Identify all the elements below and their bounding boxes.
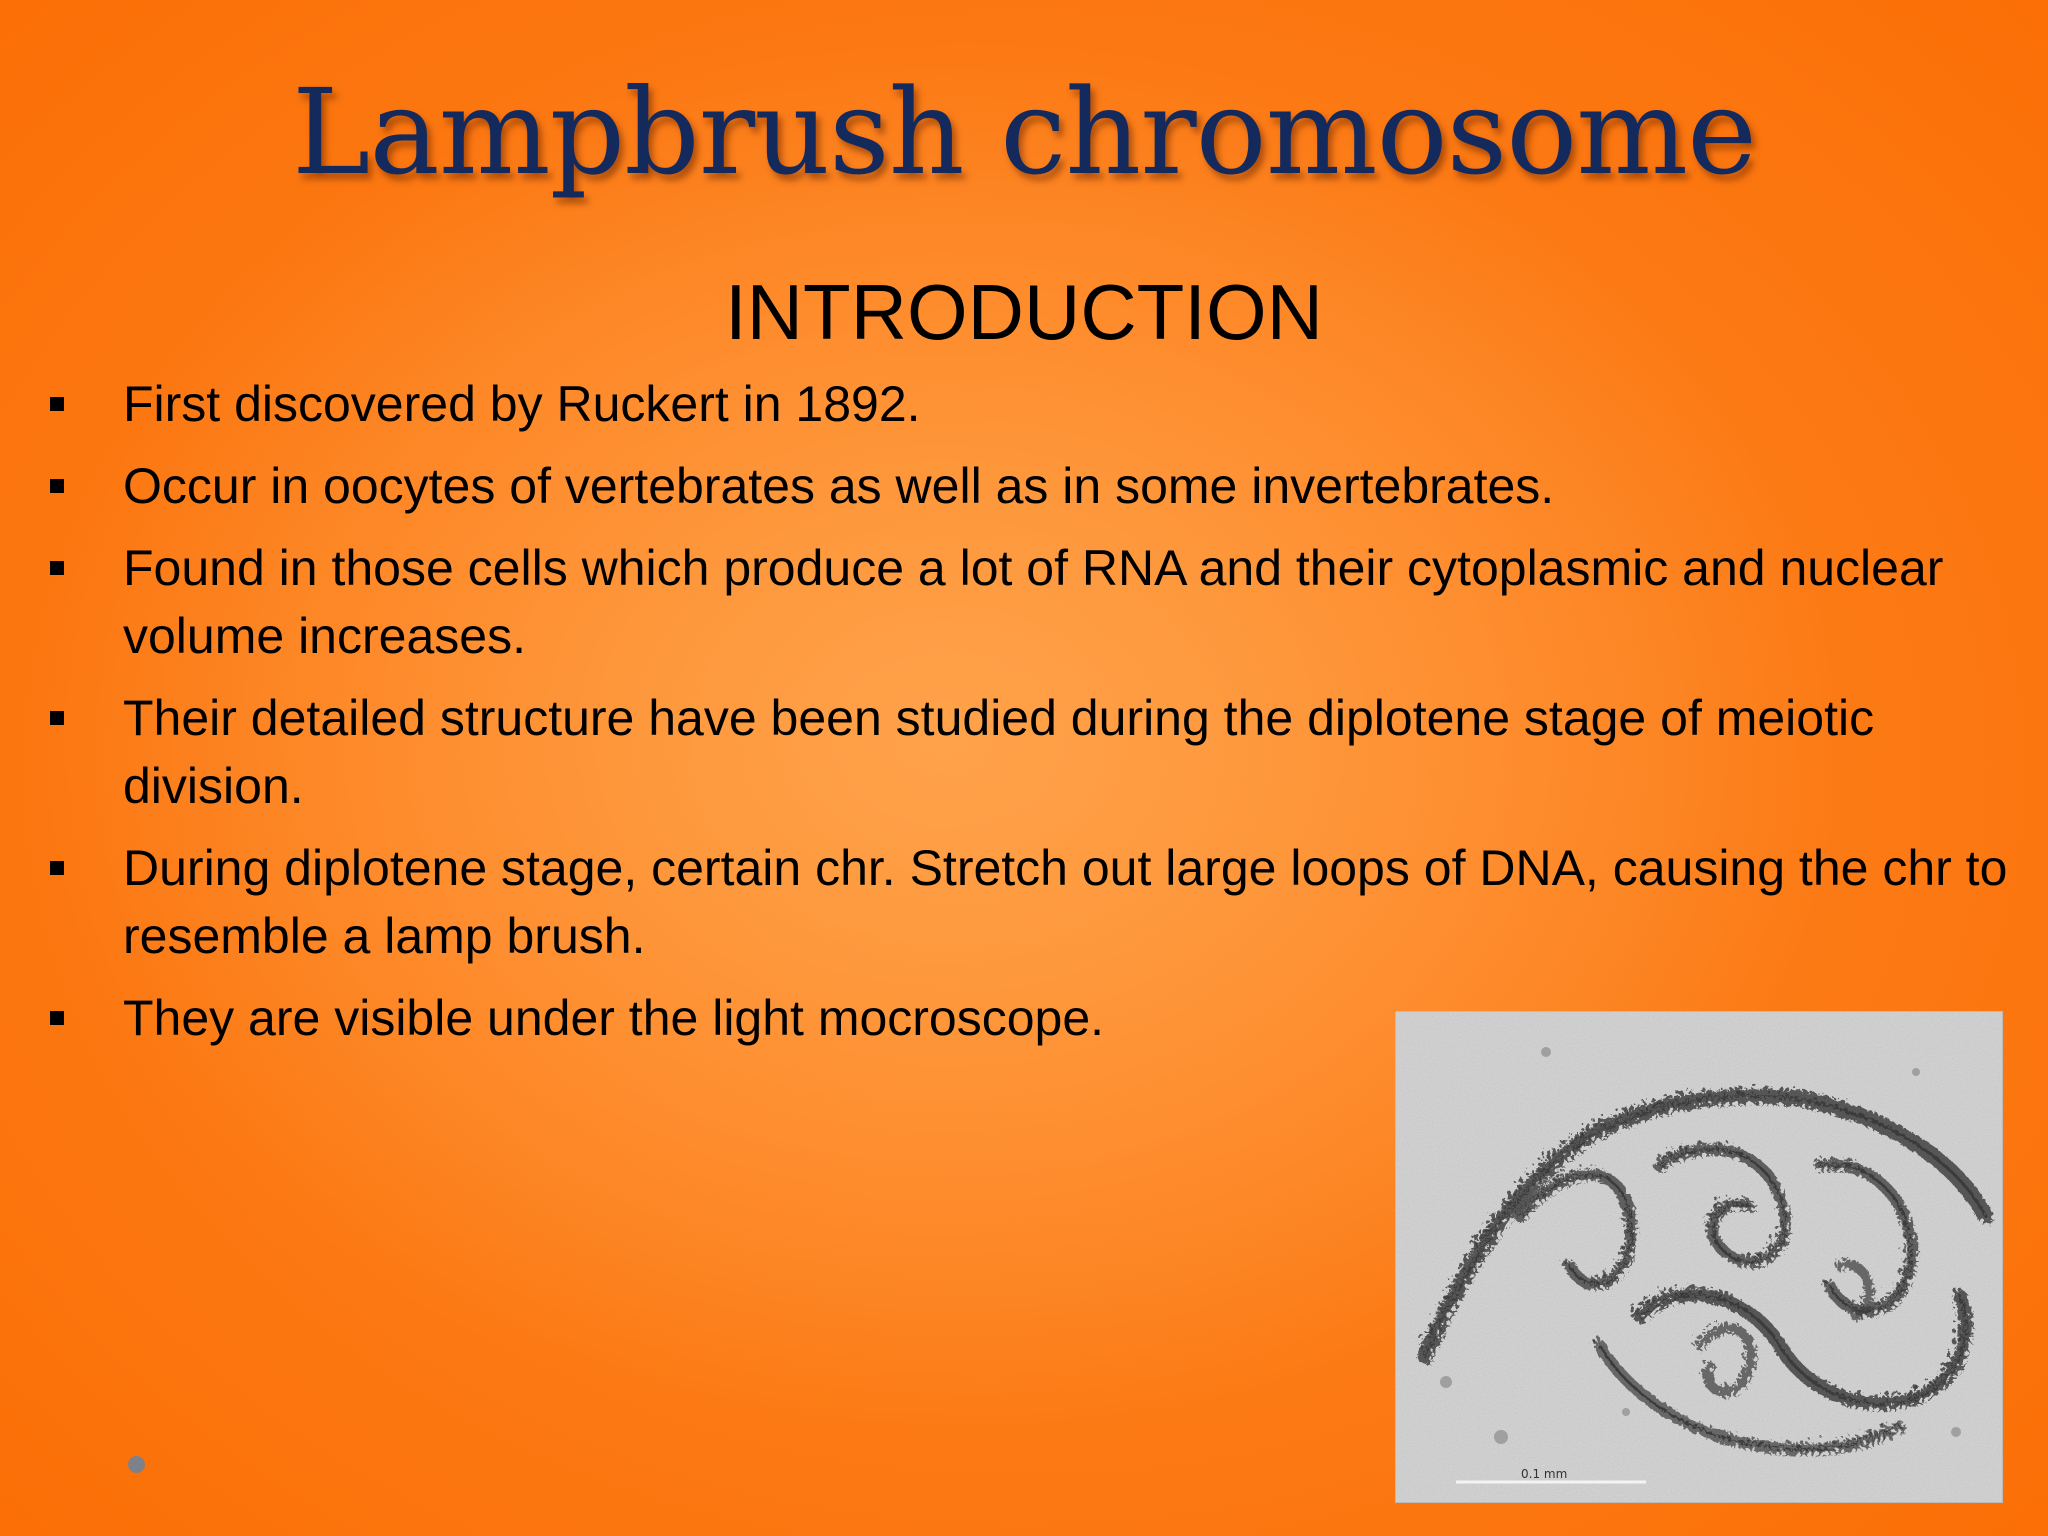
square-bullet-icon <box>50 711 64 725</box>
section-heading: INTRODUCTION <box>725 268 1323 356</box>
bullet-item <box>0 452 2048 520</box>
bullet-item <box>0 370 2048 438</box>
bullet-text: Found in those cells which produce a lot of RNA and their cytoplasmic and nuclear volume increases. <box>123 540 1944 664</box>
square-bullet-icon <box>50 861 64 875</box>
slide-title: Lampbrush chromosome <box>292 63 1756 201</box>
bullet-text: During diplotene stage, certain chr. Stretch out large loops of DNA, causing the chr to resemble a lamp brush. <box>123 840 2008 964</box>
bullet-text: Occur in oocytes of vertebrates as well as in some invertebrates. <box>123 458 1555 514</box>
bullet-text: They are visible under the light mocroscope. <box>123 990 1105 1046</box>
lampbrush-micrograph-image <box>1395 1011 2003 1503</box>
bullet-list <box>0 370 2048 1066</box>
square-bullet-icon <box>50 397 64 411</box>
scale-bar-label: 0.1 mm <box>1521 1467 1568 1481</box>
square-bullet-icon <box>50 561 64 575</box>
slide-dot-marker <box>128 1456 145 1473</box>
bullet-item <box>0 834 2048 970</box>
square-bullet-icon <box>50 479 64 493</box>
bullet-item <box>0 534 2048 670</box>
bullet-item <box>0 684 2048 820</box>
square-bullet-icon <box>50 1011 64 1025</box>
bullet-text: First discovered by Ruckert in 1892. <box>123 376 921 432</box>
bullet-text: Their detailed structure have been studied during the diplotene stage of meiotic division. <box>123 690 1875 814</box>
micrograph-drawing <box>1396 1012 2002 1502</box>
